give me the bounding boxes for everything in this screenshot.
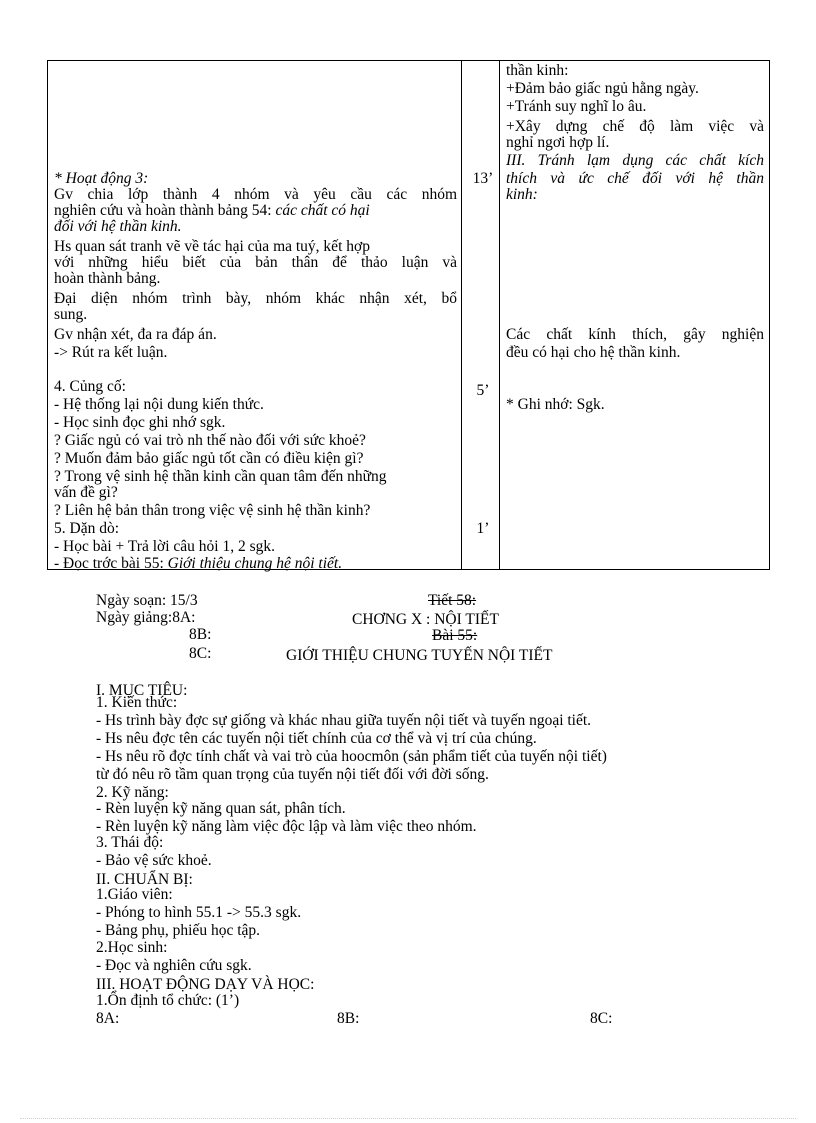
text-line: - Phóng to hình 55.1 -> 55.3 sgk. [96, 904, 302, 921]
text-line: +Đảm bảo giấc ngủ hằng ngày. [506, 80, 699, 97]
lesson-period: Tiết 58: [428, 592, 477, 609]
text-line: - Học sinh đọc ghi nhớ sgk. [54, 414, 226, 431]
class-label: 8B: [189, 626, 212, 643]
class-label: 8C: [590, 1010, 613, 1027]
text-run-italic: các chất có hại [275, 202, 370, 219]
consolidation-title: 4. Củng cố: [54, 378, 126, 395]
time-value: 5’ [476, 382, 490, 399]
text-line [54, 203, 457, 219]
class-label: 8A: [96, 1010, 120, 1027]
teaching-date: Ngày giảng:8A: [96, 609, 196, 626]
section-heading: III. Tránh lạm dụng các chất kích [506, 152, 764, 169]
section-heading: I. MỤC TIÊU: [96, 682, 188, 699]
text-line: * Ghi nhớ: Sgk. [506, 396, 605, 413]
chapter-title: CHƠNG X : NỘI TIẾT [352, 611, 499, 628]
text-line: - Hệ thống lại nội dung kiến thức. [54, 396, 264, 413]
subsection-heading: 1.Giáo viên: [96, 886, 173, 903]
section-heading: thích và ức chế đối với hệ thần [506, 170, 764, 187]
class-label: 8C: [189, 645, 212, 662]
section-heading: II. CHUẨN BỊ: [96, 871, 193, 888]
question-line: ? Muốn đảm bảo giấc ngủ tốt cần có điều kiện gì? [54, 450, 364, 467]
text-line: từ đó nêu rõ tầm quan trọng của tuyến nội tiết đối với đời sống. [96, 766, 489, 783]
table-divider [499, 61, 500, 569]
text-run-italic: Giới thiệu chung hệ nội tiết. [167, 555, 343, 572]
time-value: 13’ [472, 170, 494, 187]
question-line: ? Giấc ngủ có vai trò nh thế nào đối với sức khoẻ? [54, 432, 366, 449]
text-line: - Bảng phụ, phiếu học tập. [96, 922, 261, 939]
page-bottom-divider [20, 1118, 796, 1119]
text-line: Hs quan sát tranh vẽ về tác hại của ma tuý, kết hợp [54, 238, 370, 255]
text-line: - Đọc và nghiên cứu sgk. [96, 957, 252, 974]
text-line: +Tránh suy nghĩ lo âu. [506, 98, 647, 115]
text-line: đều có hại cho hệ thần kinh. [506, 344, 681, 361]
text-line: Gv chia lớp thành 4 nhóm và yêu cầu các nhóm [54, 186, 457, 203]
text-run: - Đọc trớc bài 55: [54, 555, 168, 572]
question-line: vấn đề gì? [54, 484, 118, 501]
text-line: Đại diện nhóm trình bày, nhóm khác nhận xét, bổ [54, 290, 457, 307]
text-line: - Rèn luyện kỹ năng làm việc độc lập và làm việc theo nhóm. [96, 818, 477, 835]
text-run: nghiên cứu và hoàn thành bảng 54: [54, 202, 276, 219]
lesson-activity-table [47, 60, 770, 570]
activity-3-title: * Hoạt động 3: [54, 170, 149, 187]
subsection-heading: 2. Kỹ năng: [96, 784, 169, 801]
text-line: - Học bài + Trả lời câu hỏi 1, 2 sgk. [54, 538, 276, 555]
text-line: Gv nhận xét, đa ra đáp án. [54, 326, 217, 343]
text-line: - Hs trình bày đợc sự giống và khác nhau giữa tuyến nội tiết và tuyến ngoại tiết. [96, 712, 592, 729]
text-line [54, 556, 457, 572]
preparation-date: Ngày soạn: 15/3 [96, 592, 198, 609]
subsection-heading: 1.Ổn định tổ chức: (1’) [96, 992, 240, 1009]
text-line: - Bảo vệ sức khoẻ. [96, 852, 212, 869]
text-line: với những hiểu biết của bản thân để thảo luận và [54, 254, 457, 271]
section-heading: kinh: [506, 186, 538, 203]
text-line: sung. [54, 306, 88, 323]
time-value: 1’ [476, 520, 490, 537]
text-line: thần kinh: [506, 62, 569, 79]
lesson-number: Bài 55: [432, 627, 478, 644]
subsection-heading: 1. Kiến thức: [96, 694, 178, 711]
text-line: Các chất kính thích, gây nghiện [506, 326, 764, 343]
text-line: - Hs nêu đợc tên các tuyến nội tiết chính của cơ thể và vị trí của chúng. [96, 730, 537, 747]
question-line: ? Trong vệ sinh hệ thần kinh cần quan tâm đến những [54, 468, 387, 485]
text-line: đối với hệ thần kinh. [54, 218, 182, 235]
text-line: +Xây dựng chế độ làm việc và [506, 118, 764, 135]
text-line: - Rèn luyện kỹ năng quan sát, phân tích. [96, 800, 346, 817]
subsection-heading: 2.Học sinh: [96, 939, 168, 956]
class-label: 8B: [337, 1010, 360, 1027]
text-line: - Hs nêu rõ đợc tính chất và vai trò của hoocmôn (sản phẩm tiết của tuyến nội tiết) [96, 748, 607, 765]
homework-title: 5. Dặn dò: [54, 520, 120, 537]
question-line: ? Liên hệ bản thân trong việc vệ sinh hệ thần kinh? [54, 502, 371, 519]
text-line: -> Rút ra kết luận. [54, 344, 168, 361]
lesson-title: GIỚI THIỆU CHUNG TUYẾN NỘI TIẾT [286, 647, 553, 664]
section-heading: III. HOẠT ĐỘNG DẠY VÀ HỌC: [96, 976, 315, 993]
table-divider [461, 61, 462, 569]
text-line: hoàn thành bảng. [54, 270, 161, 287]
text-line: nghỉ ngơi hợp lí. [506, 134, 610, 151]
subsection-heading: 3. Thái độ: [96, 834, 164, 851]
